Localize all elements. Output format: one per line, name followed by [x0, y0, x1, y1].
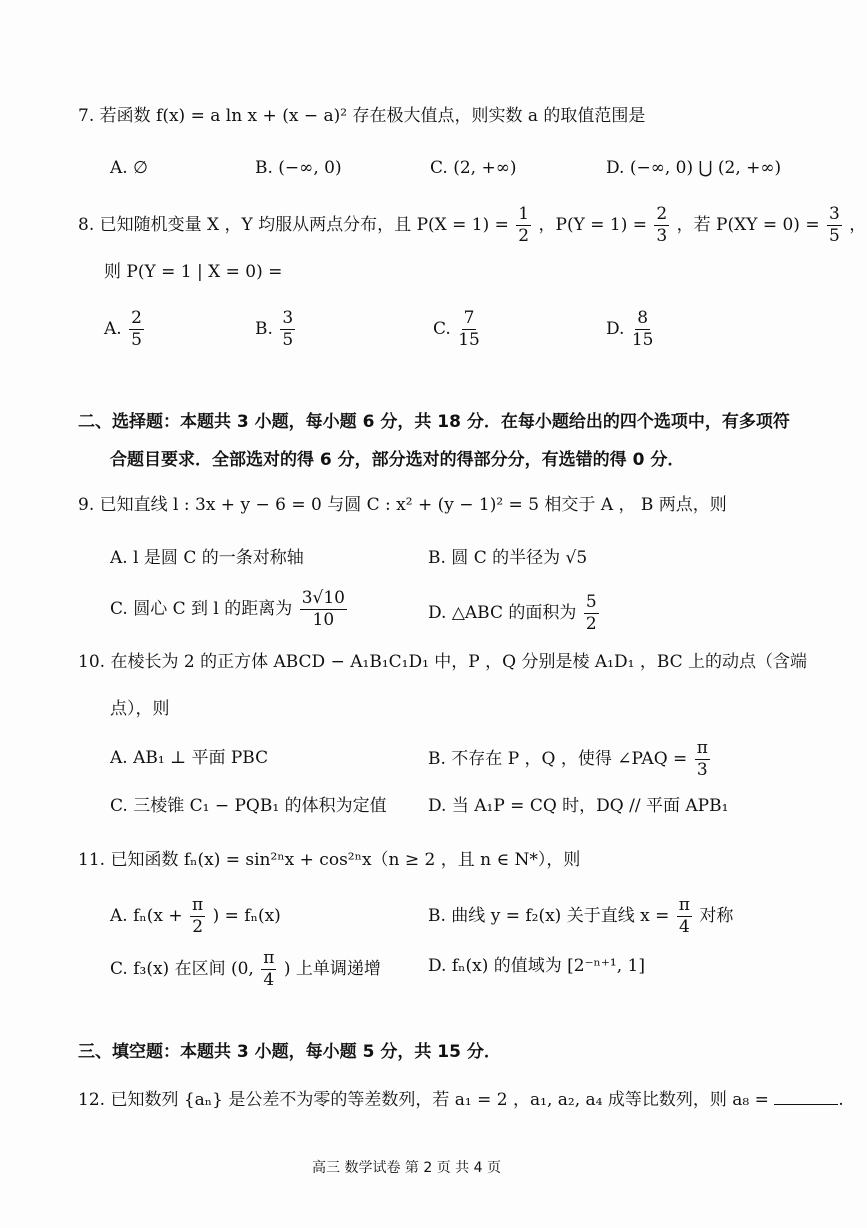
q8-option-a-fraction [129, 310, 144, 349]
q10-option-b-numerator: π [696, 738, 708, 758]
q11-option-c-pre: C. f₃(x) 在区间 (0, [110, 959, 254, 979]
q8-stem-part3: ，若 P(XY = 0) = [676, 215, 820, 235]
q8-option-b-numerator: 3 [282, 308, 294, 328]
q11-option-a-numerator: π [192, 895, 204, 915]
q9-option-d-fraction [584, 594, 599, 633]
q9-option-b: B. 圆 C 的半径为 √5 [428, 548, 588, 568]
q7-option-b: B. (−∞, 0) [255, 158, 342, 178]
q8-stem [78, 206, 866, 245]
q11-option-b-denominator: 4 [678, 917, 690, 937]
q10-option-d: D. 当 A₁P = CQ 时，DQ // 平面 APB₁ [428, 796, 729, 816]
q8-pxy-denominator: 5 [828, 226, 840, 246]
q8-stem-part1: 8. 已知随机变量 X ，Y 均服从两点分布，且 P(X = 1) = [78, 215, 509, 235]
q8-option-a-label: A. [104, 319, 122, 339]
q11-option-a [110, 897, 281, 936]
q11-option-a-fraction [190, 897, 205, 936]
q8-pxy-numerator: 3 [828, 204, 840, 224]
q8-option-a [104, 310, 146, 349]
q8-px-fraction [516, 206, 531, 245]
q8-option-b [255, 310, 297, 349]
q9-option-a: A. l 是圆 C 的一条对称轴 [110, 548, 304, 568]
q8-option-d-numerator: 8 [637, 308, 649, 328]
q7-option-c: C. (2, +∞) [430, 158, 517, 178]
q9-stem: 9. 已知直线 l : 3x + y − 6 = 0 与圆 C : x² + (y − 1)² = 5 相交于 A ， B 两点，则 [78, 495, 727, 515]
q11-option-c-numerator: π [263, 948, 275, 968]
q8-option-d-fraction [632, 310, 654, 349]
q8-option-a-numerator: 2 [131, 308, 142, 328]
q7-option-a: A. ∅ [110, 158, 148, 178]
q9-option-c-text: C. 圆心 C 到 l 的距离为 [110, 599, 293, 619]
q8-px-denominator: 2 [518, 226, 530, 246]
section-3-heading: 三、填空题：本题共 3 小题，每小题 5 分，共 15 分． [78, 1042, 501, 1062]
q10-stem-line2: 点），则 [110, 699, 170, 719]
q10-stem: 10. 在棱长为 2 的正方体 ABCD − A₁B₁C₁D₁ 中，P ，Q 分别是棱 A₁D₁ ，BC 上的动点（含端 [78, 652, 808, 672]
q11-option-c-post: ) 上单调递增 [283, 959, 381, 979]
q8-pxy-fraction [827, 206, 842, 245]
q9-option-d [428, 594, 601, 633]
q7-stem: 7. 若函数 f(x) = a ln x + (x − a)² 存在极大值点，则实数 a 的取值范围是 [78, 106, 646, 126]
q10-option-b-denominator: 3 [696, 760, 708, 780]
section-2-heading-line2: 合题目要求．全部选对的得 6 分，部分选对的得部分分，有选错的得 0 分． [110, 450, 685, 470]
q10-option-b-fraction [695, 740, 710, 779]
q8-option-d-label: D. [606, 319, 625, 339]
q11-option-d: D. fₙ(x) 的值域为 [2⁻ⁿ⁺¹, 1] [428, 956, 645, 976]
q9-option-c-numerator: 3√10 [301, 588, 345, 608]
q8-py-denominator: 3 [656, 226, 668, 246]
q9-option-d-text: D. △ABC 的面积为 [428, 603, 577, 623]
q11-option-c-fraction [261, 950, 276, 989]
q8-px-numerator: 1 [518, 204, 530, 224]
q11-option-b [428, 897, 733, 936]
q8-option-b-label: B. [255, 319, 273, 339]
q10-option-b-text: B. 不存在 P ，Q ，使得 ∠PAQ = [428, 749, 688, 769]
q10-option-a: A. AB₁ ⊥ 平面 PBC [110, 748, 269, 768]
q8-option-c-denominator: 15 [458, 330, 480, 350]
q11-option-c-denominator: 4 [263, 970, 275, 990]
q9-option-c-fraction [300, 590, 347, 629]
q11-option-a-post: ) = fₙ(x) [212, 906, 281, 926]
q12-stem [78, 1090, 844, 1109]
q8-option-c-numerator: 7 [463, 308, 475, 328]
q8-py-numerator: 2 [656, 204, 668, 224]
q8-stem-line2: 则 P(Y = 1 | X = 0) = [104, 262, 283, 282]
q8-option-d [606, 310, 655, 349]
q8-option-c-fraction [458, 310, 480, 349]
q8-option-c [433, 310, 482, 349]
q9-option-c-denominator: 10 [312, 610, 335, 630]
q9-option-c [110, 590, 349, 629]
q10-option-b [428, 740, 712, 779]
q11-option-c [110, 950, 381, 989]
q10-option-c: C. 三棱锥 C₁ − PQB₁ 的体积为定值 [110, 796, 387, 816]
q8-option-b-denominator: 5 [282, 330, 294, 350]
q11-option-a-denominator: 2 [192, 917, 204, 937]
q11-option-b-fraction [677, 897, 692, 936]
q9-option-d-denominator: 2 [585, 614, 597, 634]
section-2-heading: 二、选择题：本题共 3 小题，每小题 6 分，共 18 分．在每小题给出的四个选项中，有多项符 [78, 412, 790, 432]
q11-option-b-numerator: π [678, 895, 690, 915]
q8-py-fraction [654, 206, 669, 245]
q8-stem-part2: ，P(Y = 1) = [538, 215, 647, 235]
q11-stem: 11. 已知函数 fₙ(x) = sin²ⁿx + cos²ⁿx（n ≥ 2 ，且 n ∈ N*），则 [78, 850, 581, 870]
q11-option-b-post: 对称 [699, 906, 734, 926]
q8-option-d-denominator: 15 [631, 330, 654, 350]
q8-stem-part4: ， [849, 215, 867, 235]
q8-option-a-denominator: 5 [131, 330, 142, 350]
q11-option-b-pre: B. 曲线 y = f₂(x) 关于直线 x = [428, 906, 670, 926]
q12-stem-text: 12. 已知数列 {aₙ} 是公差不为零的等差数列，若 a₁ = 2 ，a₁, a₂, a₄ 成等比数列，则 a₈ = [78, 1090, 769, 1110]
q7-option-d: D. (−∞, 0) ⋃ (2, +∞) [606, 158, 782, 178]
q11-option-a-pre: A. fₙ(x + [110, 906, 183, 926]
q9-option-d-numerator: 5 [585, 592, 597, 612]
q8-option-c-label: C. [433, 319, 451, 339]
q8-option-b-fraction [280, 310, 295, 349]
page-footer: 高三 数学试卷 第 2 页 共 4 页 [312, 1160, 501, 1176]
answer-blank[interactable] [774, 1090, 838, 1105]
q12-stem-end: . [838, 1090, 844, 1110]
